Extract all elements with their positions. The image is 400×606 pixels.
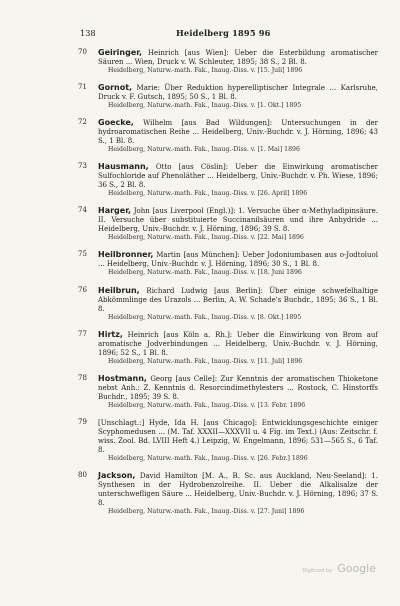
entry-text	[98, 83, 378, 102]
author-name: Hostmann,	[98, 373, 147, 383]
entry-text	[98, 286, 378, 314]
list-item	[72, 286, 378, 323]
entry-text	[98, 330, 378, 358]
entry-body: David Hamilton [M. A., B. Sc. aus Auckland, Neu-Seeland]: 1. Synthesen in der Hydrobenzolreihe. II. Ueber die Alkalisalze der unterschwefligen Säure ... Heidelberg, Univ.-Buchdr. v. J. Hörning, 1896; 37 S. 8.	[98, 471, 378, 507]
author-name: Jackson,	[98, 470, 136, 480]
entry-text	[98, 250, 378, 269]
entry-number: 79	[78, 417, 87, 426]
entry-body: John [aus Liverpool (Engl.)]: 1. Versuche über α-Methyladipinsäure. II. Versuche über substituierte Succinanilsäuren und ihre Anhydride ... Heidelberg, Univ.-Buchdr. v. J. Hörning, 1896; 39 S. 8.	[98, 207, 378, 234]
entry-number: 77	[78, 329, 87, 338]
entry-number: 72	[78, 118, 87, 127]
entry-note: Heidelberg, Naturw.-math. Fak., Inaug.-Diss. v. [26. Febr.] 1896	[108, 454, 308, 462]
entry-text	[98, 162, 378, 190]
entry-note: Heidelberg, Naturw.-math. Fak., Inaug.-Diss. v. [15. Juli] 1896	[108, 67, 303, 74]
entry-note: Heidelberg, Naturw.-math. Fak., Inaug.-Diss. v. [18. Juni 1896	[108, 269, 302, 277]
entry-body: Richard Ludwig [aus Berlin]: Über einige schwefelhaltige Abkömmlinge des Urazols ... Berlin, A. W. Schade's Buchdr., 1895; 36 S., 1 Bl. 8.	[98, 286, 378, 313]
author-name: Hausmann,	[98, 162, 149, 172]
entry-number: 70	[78, 48, 87, 56]
entry-text	[98, 48, 378, 67]
entry-body: Martin [aus München]: Ueber Jodoniumbasen aus o-Jodtoluol ... Heidelberg, Univ.-Buchdr. v. J. Hörning, 1896; 30 S., 1 Bl. 8.	[98, 251, 378, 269]
entry-number: 78	[78, 373, 87, 382]
google-watermark	[302, 557, 376, 576]
page-number: 138	[80, 28, 96, 38]
entry-body: Georg [aus Celle]: Zur Kenntnis der aromatischen Thioketone nebst Anh.: Z. Kenntnis d. Resorcindimethylesters ... Rostock, C. Hinstorffs Buchdr., 1895; 39 S. 8.	[98, 374, 378, 401]
author-name: Gornot,	[98, 83, 133, 93]
entry-body: Otto [aus Cöslin]: Ueber die Einwirkung aromatischer Sulfochloride auf Phenoläther ... Heidelberg, Univ.-Buchdr. v. Ph. Wiese, 1896; 36 S., 2 Bl. 8.	[98, 163, 378, 190]
watermark-by: Digitized by	[302, 568, 333, 574]
list-item	[72, 118, 378, 155]
entry-note: Heidelberg, Naturw.-math. Fak., Inaug.-Diss. v. [26. April] 1896	[108, 190, 308, 198]
entry-text	[98, 206, 378, 234]
list-item	[72, 83, 378, 111]
entry-body: Wilhelm [aus Bad Wildungen]: Untersuchungen in der hydroaromatischen Reihe ... Heidelberg, Univ.-Buchdr. v. J. Hörning, 1896; 43 S., 1 Bl. 8.	[98, 119, 378, 146]
author-name: Heilbronner,	[98, 250, 154, 260]
page-header	[80, 28, 378, 40]
entry-body: Marie: Über Reduktion hyperelliptischer Integrale ... Karlsruhe, Druck v. F. Gutsch, 1895; 50 S., 1 Bl. 8.	[98, 84, 378, 102]
entry-note: Heidelberg, Naturw.-math. Fak., Inaug.-Diss. v. [13. Febr. 1896	[108, 401, 306, 409]
entry-number: 73	[78, 162, 87, 171]
entry-note: Heidelberg, Naturw.-math. Fak., Inaug.-Diss. v. [1. Mai] 1896	[108, 146, 300, 154]
entry-note: Heidelberg, Naturw.-math. Fak., Inaug.-Diss. v. [22. Mai] 1896	[108, 234, 304, 242]
entry-body: Heinrich [aus Köln a. Rh.]: Ueber die Einwirkung von Brom auf aromatische Jodverbindungen ... Heidelberg, Univ.-Buchdr. v. J. Hörning, 1896; 52 S., 1 Bl. 8.	[98, 330, 378, 357]
list-item	[72, 206, 378, 243]
entry-note: Heidelberg, Naturw.-math. Fak., Inaug.-Diss. v. [1. Okt.] 1895	[108, 102, 302, 110]
entry-number: 80	[78, 470, 87, 479]
entry-body: Heinrich [aus Wien]: Ueber die Esterbildung aromatischer Säuren ... Wien, Druck v. W. Schleuter, 1895; 38 S., 2 Bl. 8.	[98, 49, 378, 66]
author-name: Geiringer,	[98, 48, 143, 57]
entry-text	[98, 374, 378, 402]
entry-note: Heidelberg, Naturw.-math. Fak., Inaug.-Diss. v. [11. Juli] 1896	[108, 357, 303, 365]
list-item	[72, 162, 378, 199]
entry-text	[98, 471, 378, 508]
entry-note: Heidelberg, Naturw.-math. Fak., Inaug.-Diss. v. [27. Juni] 1896	[108, 507, 305, 515]
entry-number: 74	[78, 206, 87, 215]
entry-body: [Unschlagt.:] Hyde, Ida H. [aus Chicago]: Entwicklungsgeschichte einiger Scyphomedusen ... (M. Taf. XXXII—XXXVII u. 4 Fig. im Text.) (Aus: Zeitschr. f. wiss. Zool. Bd. LVIII Heft 4.) Leipzig, W. Engelmann, 1896; 531—565 S., 6 Taf. 8.	[98, 418, 378, 454]
entry-text	[98, 418, 378, 455]
list-item	[72, 330, 378, 367]
page-title: Heidelberg 1895 96	[176, 28, 271, 38]
list-item	[72, 471, 378, 517]
author-name: Goecke,	[98, 118, 134, 128]
list-item	[72, 374, 378, 411]
entry-number: 76	[78, 285, 87, 294]
author-name: Harger,	[98, 206, 131, 216]
author-name: Heilbrun,	[98, 285, 140, 295]
entry-number: 75	[78, 250, 87, 259]
author-name: Hirtz,	[98, 329, 123, 339]
list-item	[72, 48, 378, 76]
entry-text	[98, 118, 378, 146]
list-item	[72, 418, 378, 464]
watermark-brand: Google	[337, 562, 376, 575]
list-item	[72, 250, 378, 278]
entry-number: 71	[78, 83, 87, 92]
dissertation-list	[72, 48, 378, 524]
entry-note: Heidelberg, Naturw.-math. Fak., Inaug.-Diss. v. [8. Okt.] 1895	[108, 313, 302, 321]
